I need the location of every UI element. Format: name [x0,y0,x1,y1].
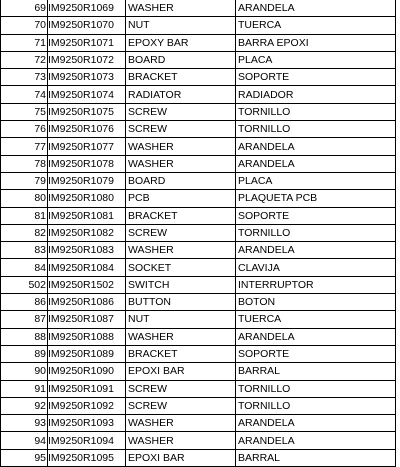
spanish-name-cell: TORNILLO [236,121,396,138]
table-row [1,86,396,103]
item-number-cell: 69 [1,0,48,17]
item-number-cell: 72 [1,51,48,68]
part-code-cell: IM9250R1074 [48,86,126,103]
spanish-name-cell: ARANDELA [236,328,396,345]
spanish-name-cell: ARANDELA [236,242,396,259]
item-number-cell: 89 [1,345,48,362]
part-code-cell: IM9250R1081 [48,207,126,224]
spanish-name-cell: ARANDELA [236,432,396,449]
english-name-cell: BRACKET [126,69,236,86]
parts-table-body [1,0,396,467]
spanish-name-cell: BARRA EPOXI [236,34,396,51]
table-row [1,172,396,189]
item-number-cell: 80 [1,190,48,207]
part-code-cell: IM9250R1078 [48,155,126,172]
spanish-name-cell: SOPORTE [236,207,396,224]
part-code-cell: IM9250R1088 [48,328,126,345]
english-name-cell: WASHER [126,415,236,432]
spanish-name-cell: INTERRUPTOR [236,276,396,293]
spanish-name-cell: ARANDELA [236,155,396,172]
spanish-name-cell: PLACA [236,172,396,189]
item-number-cell: 94 [1,432,48,449]
part-code-cell: IM9250R1071 [48,34,126,51]
english-name-cell: WASHER [126,242,236,259]
english-name-cell: SWITCH [126,276,236,293]
spanish-name-cell: CLAVIJA [236,259,396,276]
spanish-name-cell: ARANDELA [236,138,396,155]
english-name-cell: WASHER [126,138,236,155]
spanish-name-cell: BARRAL [236,449,396,466]
spanish-name-cell: TORNILLO [236,380,396,397]
item-number-cell: 71 [1,34,48,51]
part-code-cell: IM9250R1086 [48,294,126,311]
table-row [1,415,396,432]
table-row [1,432,396,449]
item-number-cell: 73 [1,69,48,86]
english-name-cell: BRACKET [126,345,236,362]
english-name-cell: WASHER [126,0,236,17]
item-number-cell: 81 [1,207,48,224]
part-code-cell: IM9250R1073 [48,69,126,86]
part-code-cell: IM9250R1077 [48,138,126,155]
table-row [1,242,396,259]
table-row [1,69,396,86]
part-code-cell: IM9250R1087 [48,311,126,328]
english-name-cell: SCREW [126,103,236,120]
part-code-cell: IM9250R1076 [48,121,126,138]
part-code-cell: IM9250R1095 [48,449,126,466]
part-code-cell: IM9250R1093 [48,415,126,432]
item-number-cell: 90 [1,363,48,380]
spanish-name-cell: BOTON [236,294,396,311]
item-number-cell: 70 [1,17,48,34]
english-name-cell: RADIATOR [126,86,236,103]
table-row [1,190,396,207]
english-name-cell: EPOXI BAR [126,363,236,380]
part-code-cell: IM9250R1094 [48,432,126,449]
table-row [1,103,396,120]
english-name-cell: NUT [126,17,236,34]
english-name-cell: BOARD [126,172,236,189]
item-number-cell: 74 [1,86,48,103]
spanish-name-cell: SOPORTE [236,345,396,362]
part-code-cell: IM9250R1080 [48,190,126,207]
english-name-cell: BOARD [126,51,236,68]
item-number-cell: 92 [1,397,48,414]
item-number-cell: 502 [1,276,48,293]
item-number-cell: 88 [1,328,48,345]
item-number-cell: 78 [1,155,48,172]
table-row [1,328,396,345]
part-code-cell: IM9250R1084 [48,259,126,276]
english-name-cell: PCB [126,190,236,207]
table-row [1,294,396,311]
part-code-cell: IM9250R1091 [48,380,126,397]
spanish-name-cell: BARRAL [236,363,396,380]
table-row [1,207,396,224]
item-number-cell: 93 [1,415,48,432]
part-code-cell: IM9250R1069 [48,0,126,17]
part-code-cell: IM9250R1089 [48,345,126,362]
part-code-cell: IM9250R1072 [48,51,126,68]
spanish-name-cell: PLAQUETA PCB [236,190,396,207]
part-code-cell: IM9250R1090 [48,363,126,380]
english-name-cell: WASHER [126,328,236,345]
english-name-cell: EPOXI BAR [126,449,236,466]
spanish-name-cell: SOPORTE [236,69,396,86]
english-name-cell: SCREW [126,397,236,414]
table-row [1,311,396,328]
item-number-cell: 82 [1,224,48,241]
english-name-cell: WASHER [126,155,236,172]
table-row [1,34,396,51]
item-number-cell: 83 [1,242,48,259]
spanish-name-cell: RADIADOR [236,86,396,103]
table-row [1,276,396,293]
table-row [1,259,396,276]
table-row [1,380,396,397]
item-number-cell: 86 [1,294,48,311]
english-name-cell: SCREW [126,380,236,397]
table-row [1,345,396,362]
english-name-cell: SOCKET [126,259,236,276]
spanish-name-cell: TORNILLO [236,397,396,414]
part-code-cell: IM9250R1502 [48,276,126,293]
table-row [1,51,396,68]
part-code-cell: IM9250R1070 [48,17,126,34]
part-code-cell: IM9250R1092 [48,397,126,414]
spanish-name-cell: ARANDELA [236,415,396,432]
item-number-cell: 91 [1,380,48,397]
table-row [1,363,396,380]
part-code-cell: IM9250R1079 [48,172,126,189]
english-name-cell: SCREW [126,121,236,138]
english-name-cell: NUT [126,311,236,328]
part-code-cell: IM9250R1075 [48,103,126,120]
item-number-cell: 87 [1,311,48,328]
spanish-name-cell: PLACA [236,51,396,68]
item-number-cell: 84 [1,259,48,276]
table-row [1,138,396,155]
item-number-cell: 77 [1,138,48,155]
table-row [1,17,396,34]
table-row [1,224,396,241]
english-name-cell: SCREW [126,224,236,241]
part-code-cell: IM9250R1083 [48,242,126,259]
table-row [1,449,396,466]
spanish-name-cell: TORNILLO [236,103,396,120]
table-row [1,0,396,17]
spanish-name-cell: TUERCA [236,17,396,34]
item-number-cell: 75 [1,103,48,120]
spanish-name-cell: ARANDELA [236,0,396,17]
spanish-name-cell: TUERCA [236,311,396,328]
item-number-cell: 95 [1,449,48,466]
table-row [1,155,396,172]
english-name-cell: BUTTON [126,294,236,311]
part-code-cell: IM9250R1082 [48,224,126,241]
table-row [1,121,396,138]
item-number-cell: 79 [1,172,48,189]
item-number-cell: 76 [1,121,48,138]
english-name-cell: BRACKET [126,207,236,224]
spanish-name-cell: TORNILLO [236,224,396,241]
english-name-cell: EPOXY BAR [126,34,236,51]
english-name-cell: WASHER [126,432,236,449]
